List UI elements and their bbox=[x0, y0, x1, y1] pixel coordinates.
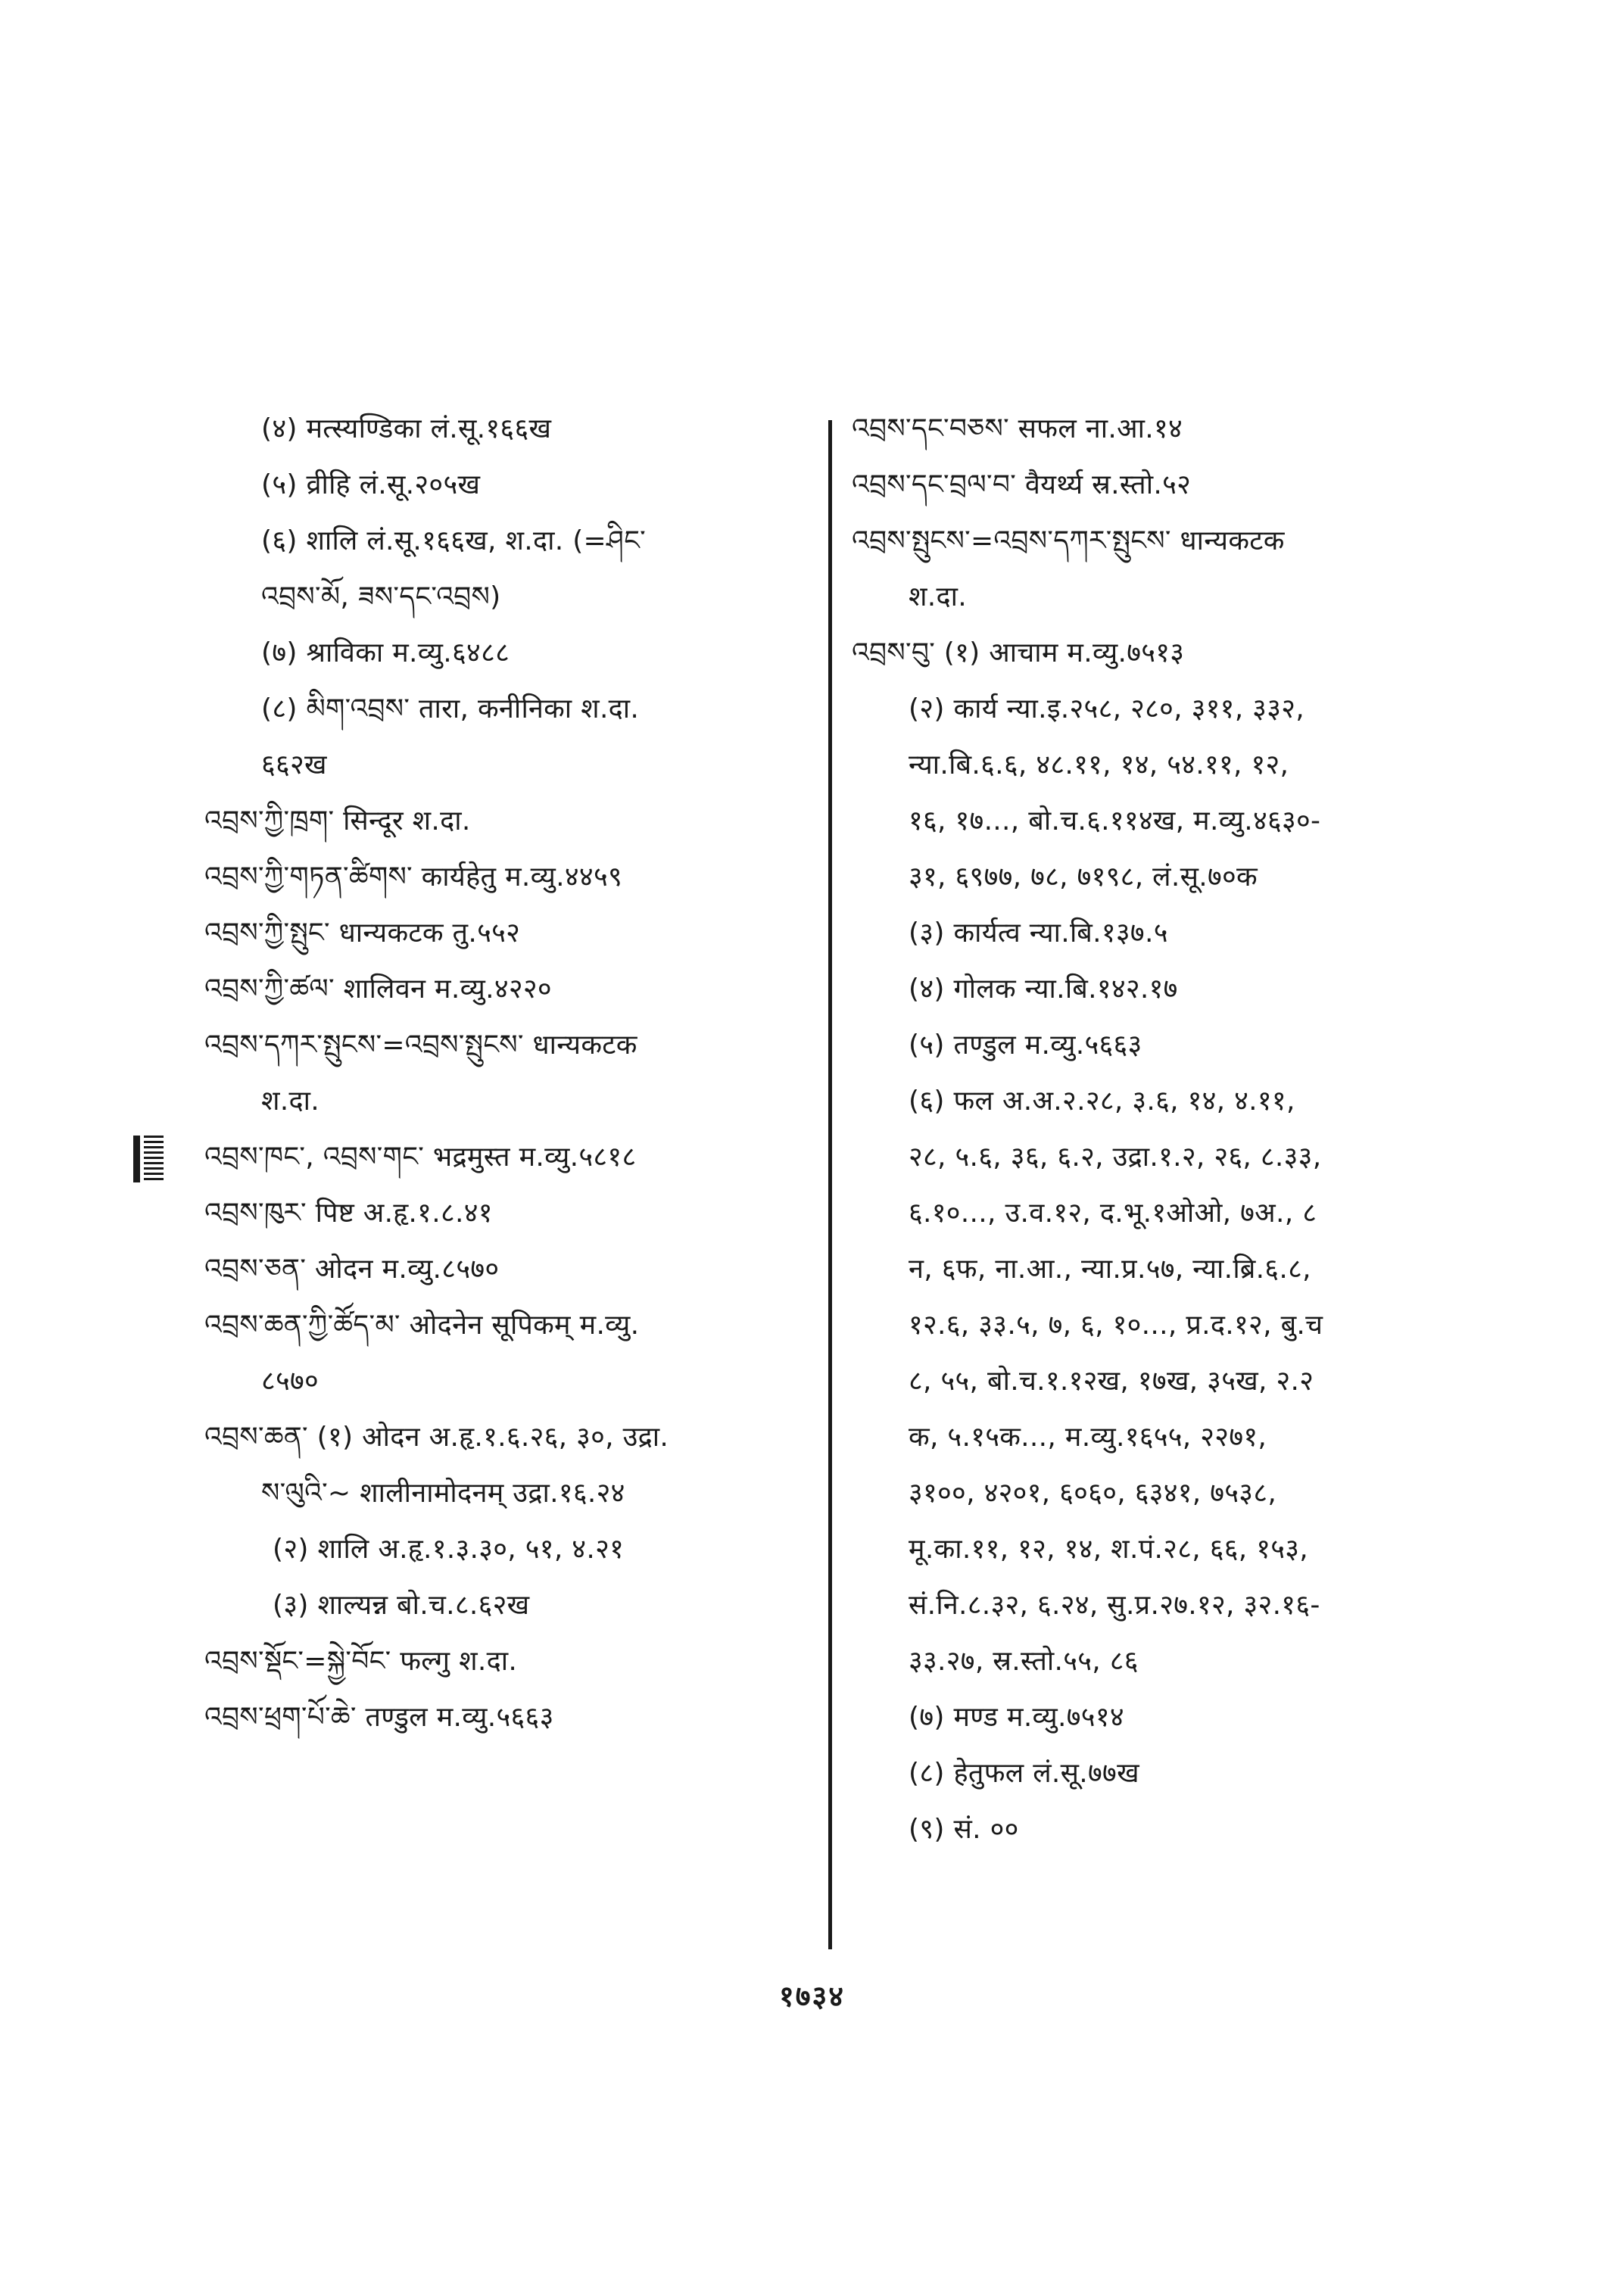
entry-line: ८५७० bbox=[261, 1366, 320, 1397]
headword-entry: འབྲས་ཀྱི་ཁྲག་ सिन्दूर श.दा. bbox=[204, 805, 471, 837]
entry-line: (७) श्राविका म.व्यु.६४८८ bbox=[261, 637, 510, 668]
entry-line: (३) कार्यत्व न्या.बि.१३७.५ bbox=[909, 918, 1168, 949]
page-number: १७३४ bbox=[778, 1980, 846, 2013]
headword-entry: འབྲས་ཁང་, འབྲས་གང་ भद्रमुस्त म.व्यु.५८१८ bbox=[204, 1142, 637, 1173]
entry-line: ६.१०..., उ.व.१२, द.भू.१ओओ, ७अ., ८ bbox=[909, 1198, 1317, 1229]
entry-line: (७) मण्ड म.व्यु.७५१४ bbox=[909, 1702, 1124, 1733]
entry-line: १६, १७..., बो.च.६.११४ख, म.व्यु.४६३०- bbox=[909, 805, 1321, 837]
headword-entry: འབྲས་བུ་ (१) आचाम म.व्यु.७५१३ bbox=[852, 637, 1185, 668]
headword-entry: འབྲས་དང་བྲལ་བ་ वैयर्थ्य स्र.स्तो.५२ bbox=[852, 469, 1192, 500]
entry-line: (८) མིག་འབྲས་ तारा, कनीनिका श.दा. bbox=[261, 693, 640, 724]
entry-line: འབྲས་མོ, ཟས་དང་འབྲས) bbox=[261, 581, 501, 612]
headword-entry: འབྲས་ཀྱི་སྤུང་ धान्यकटक तु.५५२ bbox=[204, 918, 521, 949]
entry-line: (३) शाल्यन्न बो.च.८.६२ख bbox=[273, 1590, 530, 1621]
entry-line: न्या.बि.६.६, ४८.११, १४, ५४.११, १२, bbox=[909, 749, 1289, 780]
left-column bbox=[204, 401, 825, 1746]
entry-line: ६६२ख bbox=[261, 749, 327, 780]
headword-entry: འབྲས་ཕྲག་པོ་ཆེ་ तण्डुल म.व्यु.५६६३ bbox=[204, 1702, 554, 1733]
margin-marker-icon bbox=[133, 1136, 164, 1182]
entry-line: ས་ལུའི་~ शालीनामोदनम् उद्रा.१६.२४ bbox=[261, 1478, 625, 1509]
headword-entry: འབྲས་ཀྱི་གཏན་ཚིགས་ कार्यहेतु म.व्यु.४४५९ bbox=[204, 861, 622, 893]
headword-entry: འབྲས་སྡོང་=སྐྱེ་བོང་ फल्गु श.दा. bbox=[204, 1646, 518, 1677]
entry-line: ८, ५५, बो.च.१.१२ख, १७ख, ३५ख, २.२ bbox=[909, 1366, 1314, 1397]
headword-entry: འབྲས་ཀྱི་ཚལ་ शालिवन म.व्यु.४२२० bbox=[204, 974, 552, 1005]
entry-line: क, ५.१५क..., म.व्यु.१६५५, २२७१, bbox=[909, 1422, 1267, 1453]
headword-entry: འབྲས་ཆན་ (१) ओदन अ.हृ.१.६.२६, ३०, उद्रा. bbox=[204, 1422, 669, 1453]
headword-entry: འབྲས་ཁུར་ पिष्ट अ.हृ.१.८.४१ bbox=[204, 1198, 493, 1229]
entry-line: (२) शालि अ.हृ.१.३.३०, ५१, ४.२१ bbox=[273, 1534, 625, 1565]
entry-line: ३३.२७, स्र.स्तो.५५, ८६ bbox=[909, 1646, 1139, 1677]
entry-line: (६) शालि लं.सू.१६६ख, श.दा. (=ཤིང་ bbox=[261, 525, 647, 556]
right-column bbox=[852, 401, 1503, 1858]
entry-line: २८, ५.६, ३६, ६.२, उद्रा.१.२, २६, ८.३३, bbox=[909, 1142, 1322, 1173]
headword-entry: འབྲས་ཅན་ ओदन म.व्यु.८५७० bbox=[204, 1254, 500, 1285]
entry-line: न, ६फ, ना.आ., न्या.प्र.५७, न्या.ब्रि.६.८, bbox=[909, 1254, 1311, 1285]
entry-line: (६) फल अ.अ.२.२८, ३.६, १४, ४.११, bbox=[909, 1086, 1295, 1117]
entry-line: (४) गोलक न्या.बि.१४२.१७ bbox=[909, 974, 1178, 1005]
entry-line: (४) मत्स्यण्डिका लं.सू.१६६ख bbox=[261, 413, 552, 444]
entry-line: मू.का.११, १२, १४, श.पं.२८, ६६, १५३, bbox=[909, 1534, 1309, 1565]
entry-line: श.दा. bbox=[261, 1086, 320, 1117]
entry-line: (८) हेतुफल लं.सू.७७ख bbox=[909, 1758, 1139, 1789]
headword-entry: འབྲས་ཆན་ཀྱི་ཚོད་མ་ ओदनेन सूपिकम् म.व्यु. bbox=[204, 1310, 640, 1341]
headword-entry: འབྲས་དཀར་སྤུངས་=འབྲས་སྤུངས་ धान्यकटक bbox=[204, 1030, 637, 1061]
entry-line: ३१००, ४२०१, ६०६०, ६३४१, ७५३८, bbox=[909, 1478, 1277, 1509]
entry-line: (२) कार्य न्या.इ.२५८, २८०, ३११, ३३२, bbox=[909, 693, 1304, 724]
headword-entry: འབྲས་སྤུངས་=འབྲས་དཀར་སྤུངས་ धान्यकटक bbox=[852, 525, 1285, 556]
entry-line: सं.नि.८.३२, ६.२४, सु.प्र.२७.१२, ३२.१६- bbox=[909, 1590, 1320, 1621]
entry-line: ३१, ६९७७, ७८, ७१९८, लं.सू.७०क bbox=[909, 861, 1258, 893]
entry-line: (५) व्रीहि लं.सू.२०५ख bbox=[261, 469, 481, 500]
entry-line: श.दा. bbox=[909, 581, 968, 612]
column-divider bbox=[828, 420, 832, 1949]
entry-line: (५) तण्डुल म.व्यु.५६६३ bbox=[909, 1030, 1142, 1061]
entry-line: (९) सं. ०० bbox=[909, 1814, 1019, 1845]
entry-line: १२.६, ३३.५, ७, ६, १०..., प्र.द.१२, बु.च bbox=[909, 1310, 1323, 1341]
headword-entry: འབྲས་དང་བཅས་ सफल ना.आ.१४ bbox=[852, 413, 1183, 444]
